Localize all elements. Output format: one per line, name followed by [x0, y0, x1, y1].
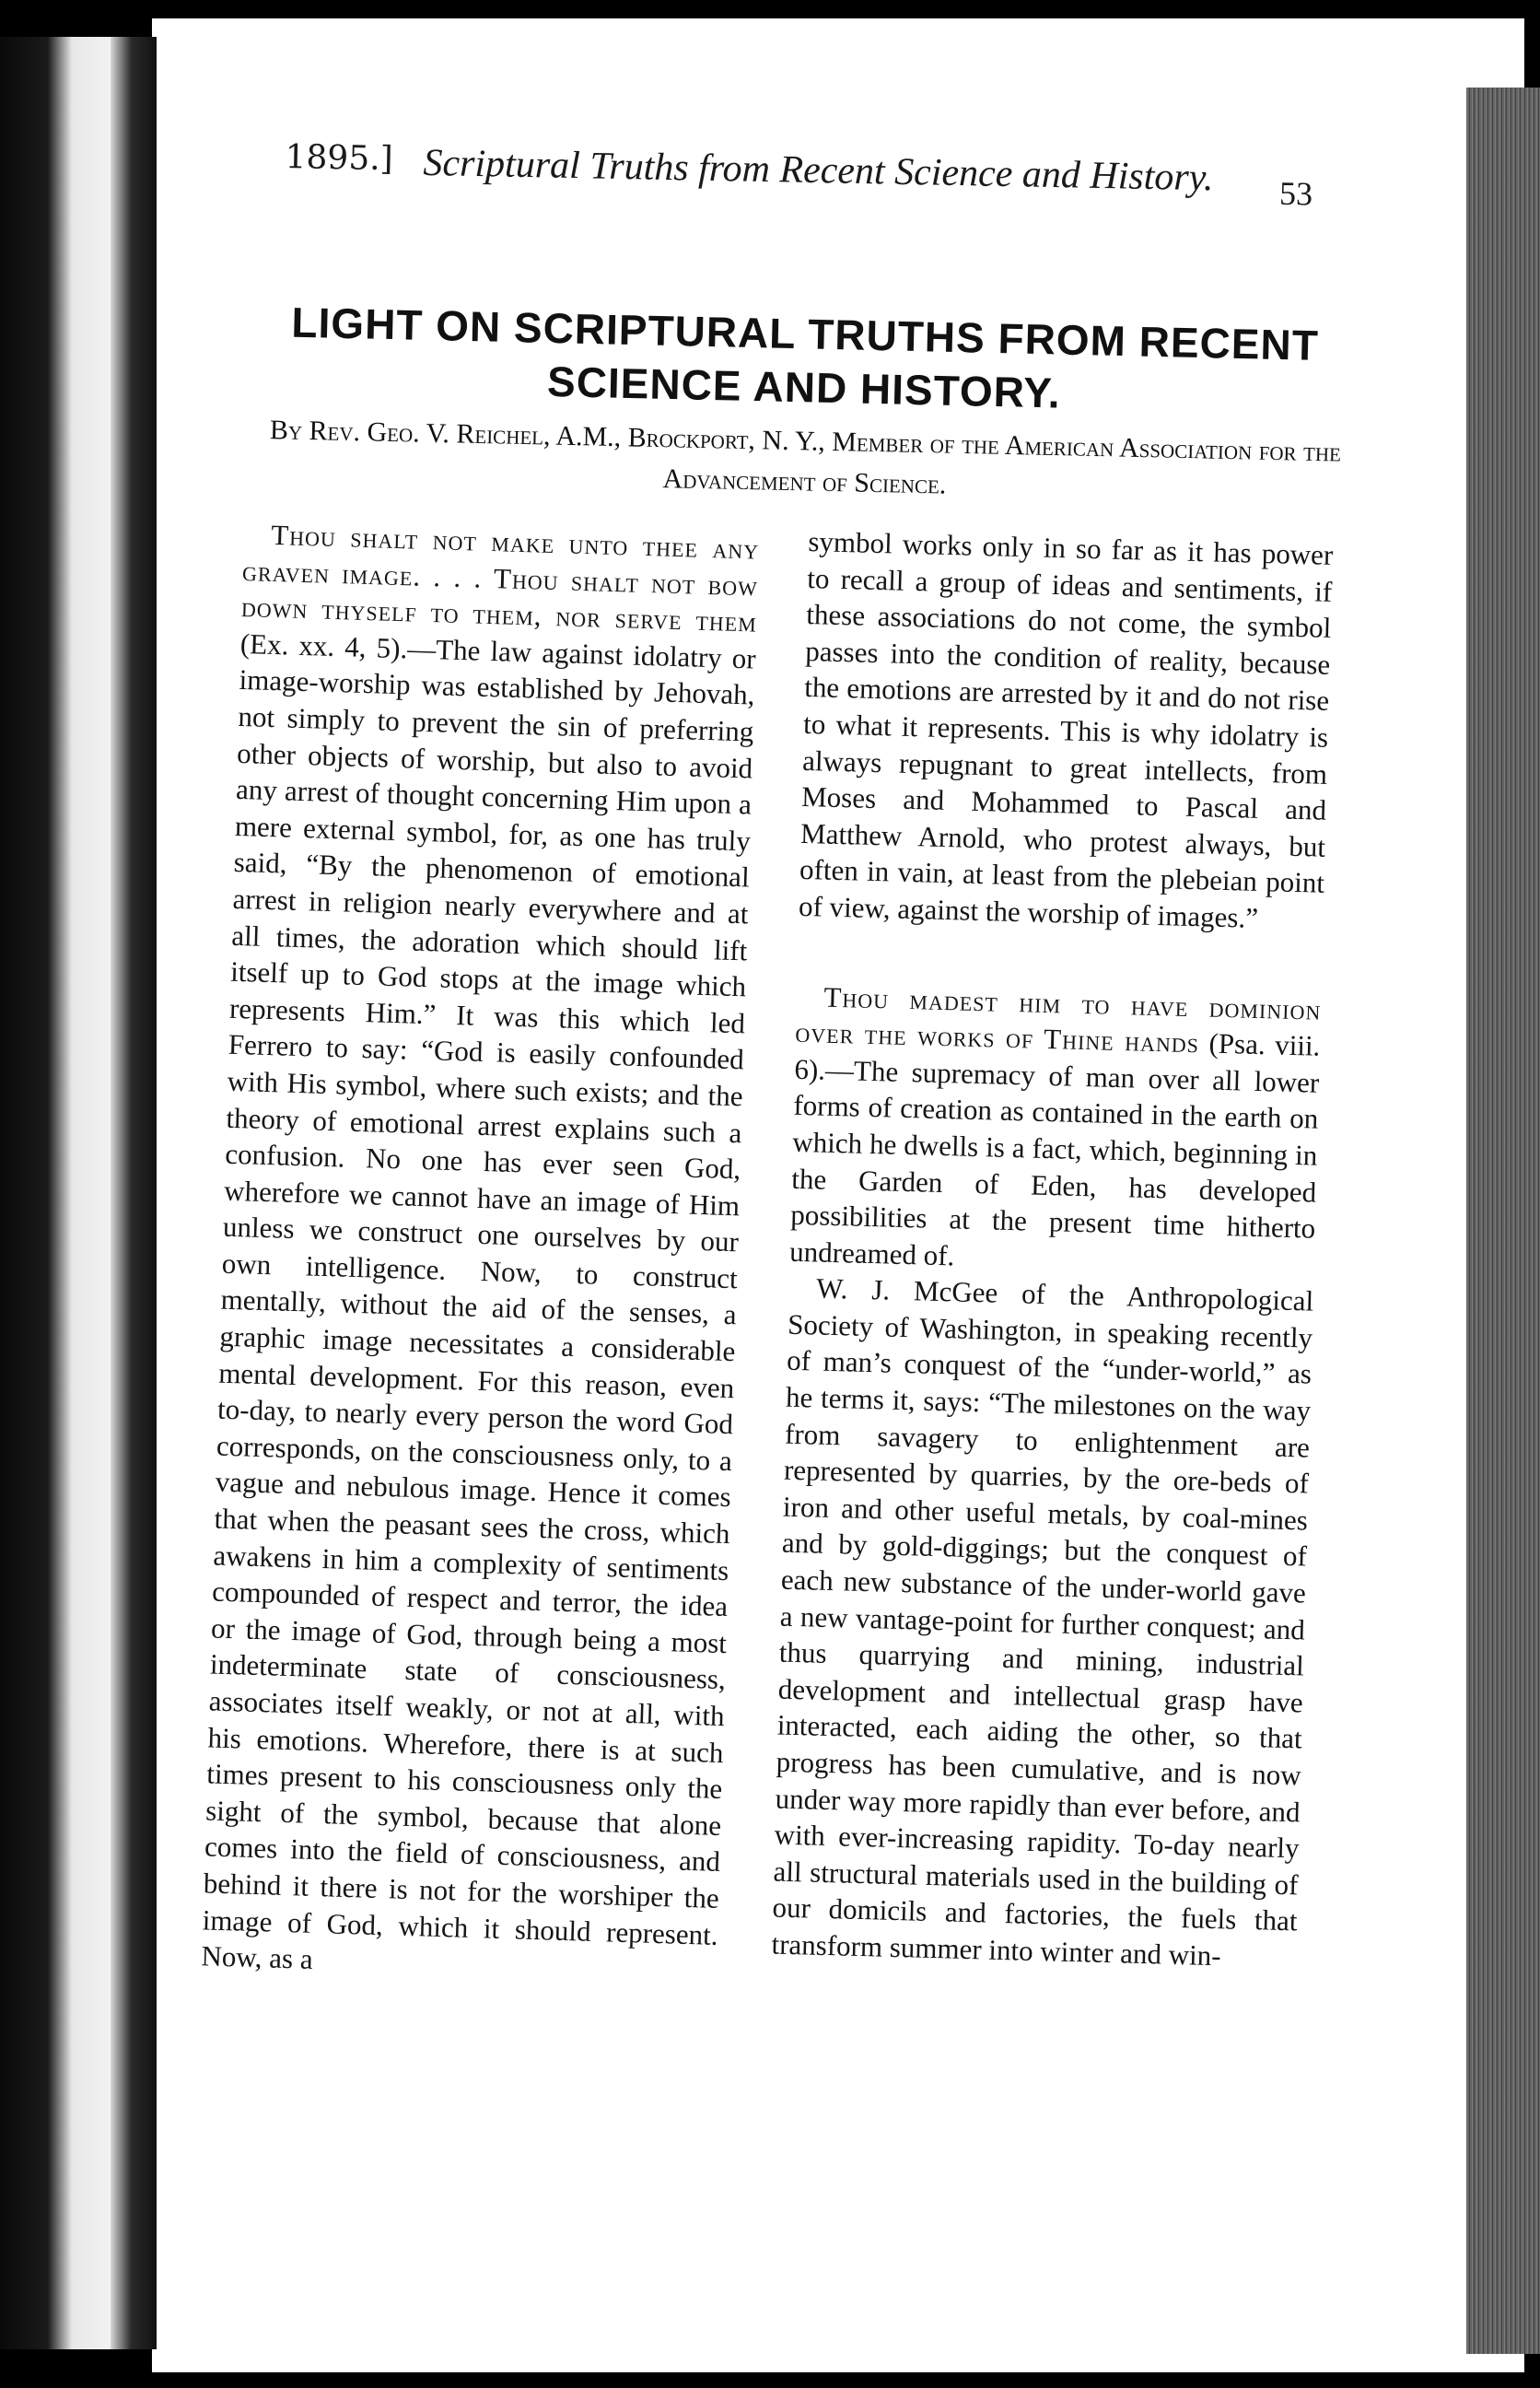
paragraph-dominion	[789, 977, 1322, 1283]
header-year: 1895.]	[285, 138, 394, 179]
page-number: 53	[1278, 174, 1313, 213]
left-page-edge	[0, 37, 120, 2349]
paragraph-continuation: symbol works only in so far as it has power to recall a group of ideas and sentiments, if these associations do not come, the symbol passes into the condition of reality, because the emotions are arrested by it and do not rise to what it represents. This is why idolatry is always repugnant to great intellects, from Moses and Mohammed to Pascal and Matthew Arnold, who protest always, but often in vain, at least from the plebeian point of view, against the worship of images.”	[798, 524, 1334, 934]
article-title: LIGHT ON SCRIPTURAL TRUTHS FROM RECENT SCIENCE AND HISTORY.	[290, 298, 1320, 417]
running-title: Scriptural Truths from Recent Science and History.	[423, 141, 1214, 200]
paragraph-body: (Ex. xx. 4, 5).—The law against idolatry or image-worship was established by Jehovah, not simply to prevent the sin of preferring other objects of worship, but also to avoid any arrest of thought concerning Him upon a mere external symbol, for, as one has truly said, “By the phenomenon of emotional arrest in religion nearly everywhere and at all times, the adoration which should lift itself up to God stops at the image which represents Him.” It was this which led Ferrero to say: “God is easily confounded with His symbol, where such exists; and the theory of emotional arrest explains such a confusion. No one has ever seen God, wherefore we cannot have an image of Him unless we construct one ourselves by our own intelligence. Now, to construct mentally, without the aid of the senses, a graphic image necessitates a considerable mental development. For this reason, even to-day, to nearly every person the word God corresponds, on the consciousness only, to a vague and nebulous image. Hence it comes that when the peasant sees the cross, which awakens in him a complexity of sentiments compounded of respect and terror, the idea or the image of God, through being a most indeterminate state of consciousness, associates itself weakly, or not at all, with his emotions. Wherefore, there is at such times present to his consciousness only the sight of the symbol, because that alone comes into the field of consciousness, and behind it there is not for the worshiper the image of God, which it should represent. Now, as a	[201, 626, 757, 1976]
paragraph-idolatry	[201, 516, 760, 1990]
scripture-heading: Thou madest him to have dominion over the works of Thine hands	[795, 980, 1322, 1059]
book-gutter	[111, 37, 157, 2349]
scripture-heading: Thou shalt not make unto thee any graven image. . . . Thou shalt not bow down thyself to them, nor serve them	[240, 518, 760, 638]
article-byline: By Rev. Geo. V. Reichel, A.M., Brockport, N. Y., Member of the American Association for the Advancement of Science.	[269, 415, 1342, 500]
paragraph-mcgee: W. J. McGee of the Anthropological Society of Washington, in speaking recently of man’s conquest of the “under-world,” as he terms it, says: “The milestones on the way from savagery to enlightenment are represented by quarries, by the ore-beds of iron and other useful metals, by coal-mines and by gold-diggings; but the conquest of each new substance of the under-world gave a new vantage-point for further conquest; and thus quarrying and mining, industrial development and intellectual grasp have interacted, each aiding the other, so that progress has been cumulative, and is now under way more rapidly than ever before, and with ever-increasing rapidity. To-day nearly all structural materials used in the building of our domicils and factories, the fuels that transform summer into winter and win-	[771, 1271, 1314, 1972]
paragraph-body: (Psa. viii. 6).—The supremacy of man over all lower forms of creation as contained in the earth on which he dwells is a fact, which, beginning in the Garden of Eden, has developed possibilities at the present time hitherto undreamed of.	[788, 1026, 1321, 1272]
left-column	[201, 516, 760, 1990]
right-column	[771, 523, 1334, 1976]
page-fore-edge	[1466, 88, 1540, 2354]
